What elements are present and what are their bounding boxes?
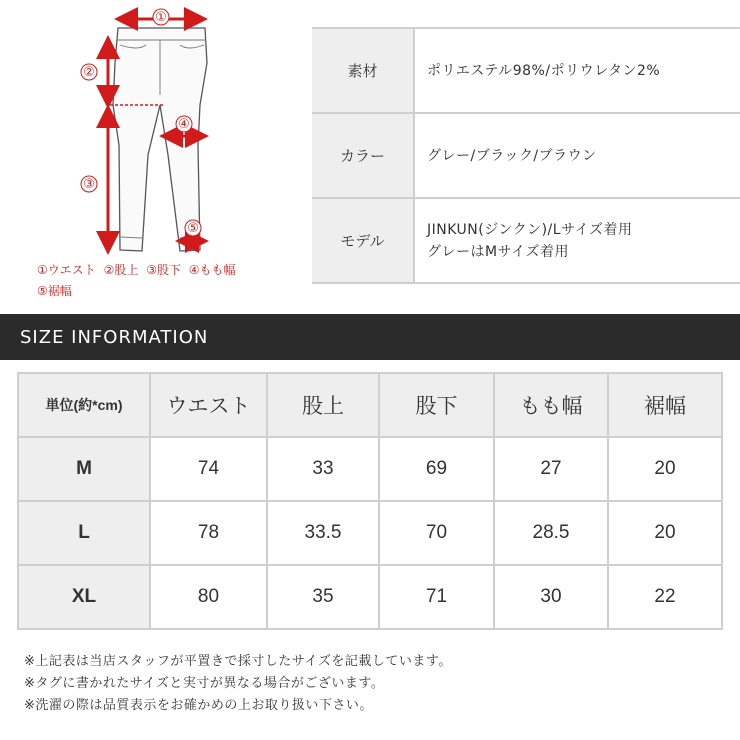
spec-key: モデル: [312, 199, 415, 282]
spec-value-line: グレーはMサイズ着用: [427, 243, 569, 260]
legend-rise: ②股上: [103, 263, 139, 277]
legend-waist: ①ウエスト: [37, 263, 96, 277]
size-table: [17, 372, 723, 630]
table-cell: 35: [267, 565, 379, 629]
marker-2: ②: [83, 65, 95, 80]
table-cell: 33.5: [267, 501, 379, 565]
note-line: ※タグに書かれたサイズと実寸が異なる場合がございます。: [24, 676, 385, 691]
spec-value-line: ポリエステル98%/ポリウレタン2%: [427, 62, 661, 79]
header-waist: ウエスト: [150, 373, 267, 437]
table-cell: 70: [379, 501, 494, 565]
table-cell: 30: [494, 565, 608, 629]
pants-measurement-diagram: [20, 5, 280, 260]
spec-value: [427, 114, 740, 197]
table-cell: 28.5: [494, 501, 608, 565]
spec-row-color: [312, 112, 740, 197]
header-rise: 股上: [267, 373, 379, 437]
legend-thigh: ④もも幅: [188, 263, 236, 277]
table-cell: 71: [379, 565, 494, 629]
table-cell: 78: [150, 501, 267, 565]
size-information-banner: [0, 314, 740, 360]
marker-3: ③: [83, 177, 95, 192]
legend-line-2: [37, 281, 240, 302]
spec-key: 素材: [312, 29, 415, 112]
legend-hem: ⑤裾幅: [37, 284, 72, 298]
table-row: [18, 565, 722, 629]
table-cell: 74: [150, 437, 267, 501]
header-inseam: 股下: [379, 373, 494, 437]
table-cell: 20: [608, 501, 722, 565]
table-cell: 33: [267, 437, 379, 501]
table-cell: 27: [494, 437, 608, 501]
legend-inseam: ③股下: [146, 263, 181, 277]
note-line: ※上記表は当店スタッフが平置きで採寸したサイズを記載しています。: [24, 654, 452, 669]
spec-row-material: [312, 27, 740, 112]
spec-value: [427, 29, 740, 112]
diagram-legend: [37, 260, 240, 302]
note-line: ※洗濯の際は品質表示をお確かめの上お取り扱い下さい。: [24, 698, 373, 713]
spec-value-line: JINKUN(ジンクン)/Lサイズ着用: [427, 221, 633, 238]
header-unit: 単位(約*cm): [18, 373, 150, 437]
marker-4: ④: [178, 117, 190, 132]
table-cell: 80: [150, 565, 267, 629]
size-label: M: [18, 437, 150, 501]
header-thigh: もも幅: [494, 373, 608, 437]
size-label: XL: [18, 565, 150, 629]
header-hem: 裾幅: [608, 373, 722, 437]
table-cell: 69: [379, 437, 494, 501]
spec-row-model: [312, 197, 740, 284]
legend-line-1: [37, 260, 240, 281]
marker-5: ⑤: [187, 221, 199, 236]
spec-value: [427, 199, 740, 282]
spec-value-line: グレー/ブラック/ブラウン: [427, 147, 597, 164]
spec-key: カラー: [312, 114, 415, 197]
table-cell: 20: [608, 437, 722, 501]
marker-1: ①: [155, 10, 167, 25]
size-label: L: [18, 501, 150, 565]
spec-table: [312, 27, 740, 284]
notes: [24, 651, 452, 717]
size-table-header: [18, 373, 722, 437]
banner-title: SIZE INFORMATION: [20, 326, 209, 348]
table-cell: 22: [608, 565, 722, 629]
table-row: [18, 501, 722, 565]
table-row: [18, 437, 722, 501]
